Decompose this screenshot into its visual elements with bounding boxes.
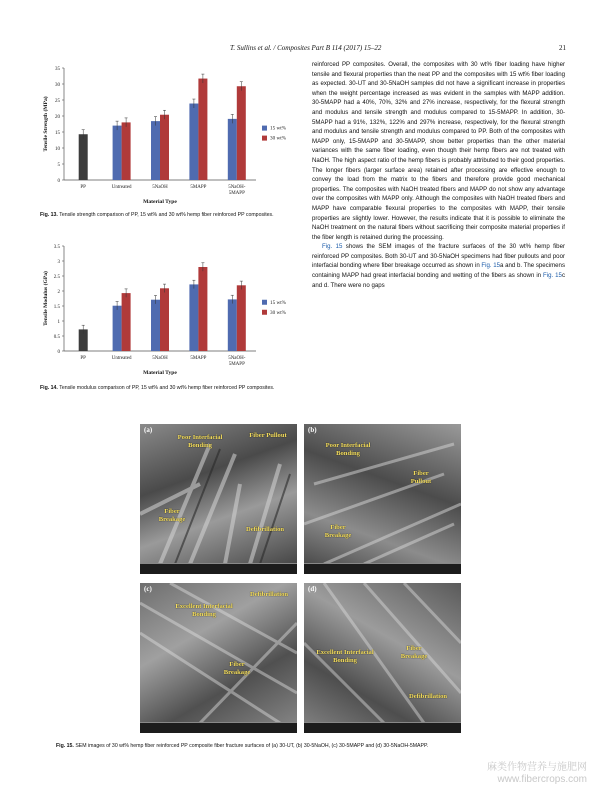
x-tick-label: PP (80, 185, 86, 190)
figure-15-link-2[interactable]: Fig. 15 (481, 262, 501, 270)
y-tick-label: 5 (57, 162, 60, 168)
figure-15-caption (56, 743, 576, 749)
bar-15-wt- (228, 299, 237, 351)
sem-b-label-poor-bonding: Poor Interfacial Bonding (325, 442, 371, 457)
sem-d-label-excellent-bonding: Excellent Interfacial Bonding (316, 649, 374, 664)
sem-b-label-fiber-breakage: Fiber Breakage (324, 524, 352, 539)
y-tick-label: 0.5 (53, 334, 60, 340)
y-tick-label: 3.5 (53, 244, 60, 250)
paragraph-2 (312, 242, 565, 290)
figure-13-caption-text: Tensile strength comparison of PP, 15 wt% and 30 wt% hemp fiber reinforced PP composites. (57, 212, 274, 218)
body-text-column (312, 60, 565, 290)
sem-image-d (304, 583, 461, 733)
figure-15-caption-text: SEM images of 30 wt% hemp fiber reinforced PP composite fiber fracture surfaces of (a) 30-UT, (b) 30-5NaOH, (c) 30-5MAPP and (d) 30-5NaOH-5MAPP. (73, 743, 429, 749)
bar-15-wt- (189, 284, 198, 351)
x-tick-label: Untreated (111, 185, 132, 190)
y-tick-label: 25 (55, 98, 60, 104)
bar-15-wt- (151, 300, 160, 351)
legend-swatch (262, 310, 267, 315)
legend-label: 30 wt% (270, 309, 286, 316)
sem-b-letter: (b) (308, 426, 317, 434)
figure-13-caption (40, 212, 302, 220)
figure-15-link-3[interactable]: Fig. 15 (543, 272, 562, 280)
bar-15-wt- (228, 119, 237, 180)
bar-30-wt- (160, 288, 169, 351)
y-tick-label: 20 (55, 114, 60, 120)
y-tick-label: 15 (55, 130, 60, 136)
y-tick-label: 30 (55, 82, 60, 88)
figure-14-caption (40, 385, 302, 393)
figure-15-label: Fig. 15. (56, 743, 74, 749)
x-tick-label: 5MAPP (190, 356, 207, 361)
tensile-strength-chart-svg (40, 62, 305, 207)
figure-13-label: Fig. 13. (40, 212, 58, 218)
y-tick-label: 2 (57, 289, 60, 295)
watermark-line-2: www.fibercrops.com (497, 774, 587, 785)
bar-30-wt- (198, 267, 207, 351)
figure-13-chart (40, 62, 305, 207)
x-axis-title: Material Type (143, 199, 177, 205)
sem-b-scalebar (304, 563, 461, 574)
bar-15-wt- (189, 104, 198, 180)
y-tick-label: 3 (57, 259, 60, 265)
watermark (487, 762, 587, 786)
bar-30-wt- (160, 115, 169, 180)
figure-14-caption-text: Tensile modulus comparison of PP, 15 wt% and 30 wt% hemp fiber reinforced PP composites. (57, 385, 275, 391)
paragraph-2-text-b: a and b. The specimens containing MAPP had great interfacial bonding and wetting of the fibers as shown in (312, 262, 565, 280)
sem-a-label-poor-bonding: Poor Interfacial Bonding (177, 434, 223, 449)
y-axis-title: Tensile Modulus (GPa) (43, 271, 49, 326)
bar-15-wt- (113, 306, 122, 351)
sem-a-label-fiber-breakage: Fiber Breakage (158, 508, 186, 523)
x-tick-label: 5MAPP (228, 362, 245, 367)
figure-14-chart (40, 240, 305, 378)
y-tick-label: 0 (57, 178, 60, 184)
x-tick-label: 5MAPP (190, 185, 207, 190)
y-tick-label: 35 (55, 66, 60, 72)
y-tick-label: 2.5 (53, 274, 60, 280)
figure-14-label: Fig. 14. (40, 385, 58, 391)
page-number: 21 (559, 44, 566, 52)
x-tick-label: 5NaOH (152, 356, 168, 361)
sem-c-letter: (c) (144, 585, 152, 593)
sem-a-letter: (a) (144, 426, 153, 434)
bar-30-wt- (198, 79, 207, 180)
legend-label: 15 wt% (270, 125, 286, 132)
watermark-line-1: 麻类作物营养与施肥网 (487, 762, 587, 773)
sem-image-c (140, 583, 297, 733)
legend-swatch (262, 126, 267, 131)
bar-30-wt- (122, 122, 131, 180)
sem-image-b (304, 424, 461, 574)
x-tick-label: PP (80, 356, 86, 361)
paragraph-2-text-a: shows the SEM images of the fracture surfaces of the 30 wt% hemp fiber reinforced PP composites. Both 30-UT and 30-5NaOH specimens had fiber pullouts and poor interfacial bonding where fiber breakage occurred as shown in (312, 243, 565, 270)
sem-b-label-fiber-pullout: Fiber Pullout (410, 470, 432, 485)
sem-a-label-defibrillation: Defibrillation (245, 526, 285, 533)
bar-30-wt- (122, 293, 131, 351)
paragraph-2-text-c: c and d. There were no gaps (312, 272, 565, 289)
legend-swatch (262, 136, 267, 141)
x-tick-label: 5MAPP (228, 191, 245, 196)
y-tick-label: 10 (55, 146, 60, 152)
legend-label: 30 wt% (270, 135, 286, 142)
sem-c-label-defibrillation: Defibrillation (249, 591, 289, 598)
sem-c-label-fiber-breakage: Fiber Breakage (223, 661, 251, 676)
bar-30-wt- (237, 285, 246, 351)
sem-d-scalebar (304, 722, 461, 733)
sem-a-scalebar (140, 563, 297, 574)
x-tick-label: Untreated (111, 356, 132, 361)
bar-pp (79, 134, 88, 180)
sem-c-scalebar (140, 722, 297, 733)
sem-c-label-excellent-bonding: Excellent Interfacial Bonding (175, 603, 233, 618)
sem-d-label-defibrillation: Defibrillation (408, 693, 448, 700)
y-tick-label: 1 (57, 319, 60, 325)
legend-label: 15 wt% (270, 299, 286, 306)
y-tick-label: 0 (57, 349, 60, 355)
bar-15-wt- (151, 121, 160, 180)
x-axis-title: Material Type (143, 370, 177, 376)
sem-d-label-fiber-breakage: Fiber Breakage (400, 645, 428, 660)
x-tick-label: 5NaOH- (228, 185, 246, 190)
tensile-modulus-chart-svg (40, 240, 305, 378)
x-tick-label: 5NaOH (152, 185, 168, 190)
bar-30-wt- (237, 86, 246, 180)
paragraph-1: reinforced PP composites. Overall, the composites with 30 wt% fiber loading have higher tensile and flexural properties than the neat PP and the composites with 15 wt% fiber loading as expected. 30-UT and 30-5NaOH samples did not have a significant increase in properties when the weight percentage increased as was evident in the samples with MAPP addition. 30-5MAPP had a 40%, 70%, 32% and 27% increase, respectively, for the flexural strength and modulus and tensile strength and modulus compared to 15-5MAPP. In addition, 30-5MAPP had a 91%, 132%, 122% and 297% increase, respectively, for the flexural strength and modulus and tensile strength and modulus compared to PP. Both of the composites with MAPP only, 15-5MAPP and 30-5MAPP, show better properties than the other material variances with the same fiber loading, even though their hemp fibers are not treated with NaOH. The high aspect ratio of the hemp fibers is probably attributed to their good properties. The longer fibers (larger surface area) retained after processing are effective enough to convey the load from the matrix to the fibers and therefore provide good mechanical properties. The composites with NaOH treated fibers and MAPP do not show any advantage over the composites with MAPP only. Although the composites with NaOH treated fibers and MAPP have comparable flexural properties to the composites with MAPP, their tensile properties are slightly lower. However, the results indicate that it is possible to eliminate the NaOH treatment on the natural fibers without sacrificing their composite material properties if the fiber length is retained during the processing. (312, 61, 565, 241)
sem-image-a (140, 424, 297, 574)
figure-15-link[interactable]: Fig. 15 (322, 243, 343, 251)
bar-15-wt- (113, 126, 122, 180)
legend-swatch (262, 300, 267, 305)
sem-d-letter: (d) (308, 585, 317, 593)
y-tick-label: 1.5 (53, 304, 60, 310)
x-tick-label: 5NaOH- (228, 356, 246, 361)
y-axis-title: Tensile Strength (MPa) (43, 96, 49, 152)
journal-reference: T. Sullins et al. / Composites Part B 114 (2017) 15–22 (230, 44, 382, 52)
sem-a-label-fiber-pullout: Fiber Pullout (249, 432, 287, 439)
